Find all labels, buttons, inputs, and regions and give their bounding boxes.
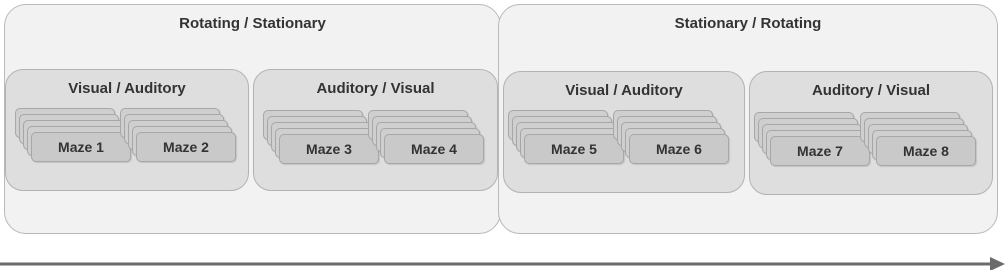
group-visual-auditory — [5, 69, 249, 191]
group-title: Auditory / Visual — [811, 82, 931, 99]
condition-block-stationary-rotating — [498, 4, 998, 234]
maze-stack — [15, 108, 119, 174]
maze-stack — [613, 110, 717, 176]
group-visual-auditory — [503, 71, 745, 193]
group-auditory-visual — [253, 69, 498, 191]
condition-title: Stationary / Rotating — [674, 15, 822, 32]
timeline-arrow — [0, 252, 1008, 270]
maze-4-card: Maze 4 — [384, 134, 484, 164]
maze-5-card: Maze 5 — [524, 134, 624, 164]
maze-stack — [368, 110, 472, 176]
timeline-arrow-head — [990, 257, 1005, 270]
condition-block-rotating-stationary — [4, 4, 501, 234]
group-title: Visual / Auditory — [565, 82, 683, 99]
maze-stack — [508, 110, 612, 176]
maze-3-card: Maze 3 — [279, 134, 379, 164]
maze-1-card: Maze 1 — [31, 132, 131, 162]
maze-8-card: Maze 8 — [876, 136, 976, 166]
condition-title: Rotating / Stationary — [179, 15, 326, 32]
group-auditory-visual — [749, 71, 993, 195]
maze-stack — [120, 108, 224, 174]
maze-7-card: Maze 7 — [770, 136, 870, 166]
maze-stack — [860, 112, 964, 178]
maze-2-card: Maze 2 — [136, 132, 236, 162]
group-title: Visual / Auditory — [68, 80, 186, 97]
maze-6-card: Maze 6 — [629, 134, 729, 164]
maze-stack — [263, 110, 367, 176]
group-title: Auditory / Visual — [316, 80, 435, 97]
maze-stack — [754, 112, 858, 178]
